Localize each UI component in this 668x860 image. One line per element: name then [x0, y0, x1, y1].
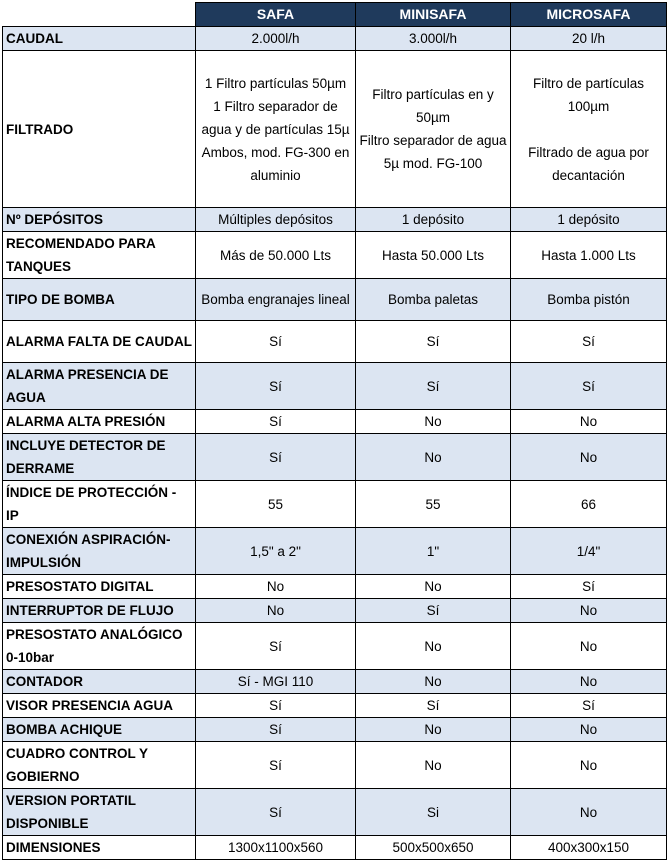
- row-label: FILTRADO: [3, 51, 196, 208]
- row-value: No: [511, 718, 667, 742]
- row-label: ALARMA FALTA DE CAUDAL: [3, 321, 196, 363]
- table-row: [3, 51, 667, 208]
- row-label: PRESOSTATO ANALÓGICO 0-10bar: [3, 623, 196, 670]
- table-row: [3, 718, 667, 742]
- row-value: 2.000l/h: [196, 27, 356, 51]
- row-value: Sí: [196, 434, 356, 481]
- row-value: No: [511, 742, 667, 789]
- row-value: Sí: [196, 694, 356, 718]
- table-row: [3, 789, 667, 836]
- table-row: [3, 528, 667, 575]
- row-label: DIMENSIONES: [3, 836, 196, 860]
- table-row: [3, 208, 667, 232]
- row-value: No: [511, 789, 667, 836]
- row-value: No: [511, 670, 667, 694]
- row-value: No: [356, 623, 511, 670]
- row-value: No: [196, 599, 356, 623]
- table-row: [3, 481, 667, 528]
- row-label: PRESOSTATO DIGITAL: [3, 575, 196, 599]
- row-value: No: [511, 599, 667, 623]
- row-value: No: [356, 575, 511, 599]
- row-value: Sí: [511, 363, 667, 410]
- column-header-safa: SAFA: [196, 3, 356, 27]
- row-value: 1 depósito: [511, 208, 667, 232]
- row-value: Hasta 50.000 Lts: [356, 232, 511, 279]
- row-value: No: [511, 623, 667, 670]
- row-value: No: [356, 410, 511, 434]
- row-value: Sí: [196, 410, 356, 434]
- row-value: Sí: [356, 694, 511, 718]
- table-row: [3, 599, 667, 623]
- row-value: 1 depósito: [356, 208, 511, 232]
- table-row: [3, 694, 667, 718]
- row-value: Sí - MGI 110: [196, 670, 356, 694]
- row-label: ALARMA PRESENCIA DE AGUA: [3, 363, 196, 410]
- table-row: [3, 742, 667, 789]
- row-value: No: [356, 670, 511, 694]
- row-value: Sí: [196, 363, 356, 410]
- column-header-minisafa: MINISAFA: [356, 3, 511, 27]
- table-row: [3, 410, 667, 434]
- row-label: CONEXIÓN ASPIRACIÓN-IMPULSIÓN: [3, 528, 196, 575]
- row-value: No: [511, 434, 667, 481]
- comparison-table: [2, 2, 667, 860]
- table-row: [3, 232, 667, 279]
- table-row: [3, 575, 667, 599]
- row-value: 1 Filtro partículas 50µm 1 Filtro separador de agua y de partículas 15µ Ambos, mod. FG-300 en aluminio: [196, 51, 356, 208]
- row-label: VERSION PORTATIL DISPONIBLE: [3, 789, 196, 836]
- row-value: 1300x1100x560: [196, 836, 356, 860]
- row-value: Si: [356, 789, 511, 836]
- row-value: Filtro partículas en y 50µm Filtro separador de agua 5µ mod. FG-100: [356, 51, 511, 208]
- row-value: 55: [196, 481, 356, 528]
- row-label: INTERRUPTOR DE FLUJO: [3, 599, 196, 623]
- row-value: No: [356, 718, 511, 742]
- row-value: Sí: [196, 789, 356, 836]
- table-row: [3, 321, 667, 363]
- row-value: Sí: [196, 742, 356, 789]
- row-label: BOMBA ACHIQUE: [3, 718, 196, 742]
- row-value: 55: [356, 481, 511, 528]
- row-value: Sí: [356, 321, 511, 363]
- row-value: 500x500x650: [356, 836, 511, 860]
- table-row: [3, 279, 667, 321]
- row-value: Sí: [511, 694, 667, 718]
- row-value: 3.000l/h: [356, 27, 511, 51]
- row-value: Sí: [356, 599, 511, 623]
- row-value: No: [196, 575, 356, 599]
- row-value: No: [356, 434, 511, 481]
- row-value: Más de 50.000 Lts: [196, 232, 356, 279]
- row-label: Nº DEPÓSITOS: [3, 208, 196, 232]
- row-value: Sí: [511, 575, 667, 599]
- row-value: Filtro de partículas 100µm Filtrado de agua por decantación: [511, 51, 667, 208]
- row-value: 1": [356, 528, 511, 575]
- header-row: [3, 3, 667, 27]
- row-value: 1,5" a 2": [196, 528, 356, 575]
- table-row: [3, 434, 667, 481]
- row-label: ALARMA ALTA PRESIÓN: [3, 410, 196, 434]
- row-value: No: [356, 742, 511, 789]
- row-label: CUADRO CONTROL Y GOBIERNO: [3, 742, 196, 789]
- table-row: [3, 623, 667, 670]
- row-label: RECOMENDADO PARA TANQUES: [3, 232, 196, 279]
- header-blank-cell: [3, 3, 196, 27]
- row-value: 1/4": [511, 528, 667, 575]
- row-value: Sí: [356, 363, 511, 410]
- table-row: [3, 670, 667, 694]
- row-value: Múltiples depósitos: [196, 208, 356, 232]
- table-row: [3, 836, 667, 860]
- row-label: INCLUYE DETECTOR DE DERRAME: [3, 434, 196, 481]
- table-row: [3, 363, 667, 410]
- row-value: Bomba engranajes lineal: [196, 279, 356, 321]
- row-value: Sí: [511, 321, 667, 363]
- row-value: 66: [511, 481, 667, 528]
- row-value: Bomba paletas: [356, 279, 511, 321]
- row-value: Hasta 1.000 Lts: [511, 232, 667, 279]
- row-label: TIPO DE BOMBA: [3, 279, 196, 321]
- row-label: ÍNDICE DE PROTECCIÓN - IP: [3, 481, 196, 528]
- row-value: Sí: [196, 623, 356, 670]
- table-row: [3, 27, 667, 51]
- row-label: VISOR PRESENCIA AGUA: [3, 694, 196, 718]
- row-value: 20 l/h: [511, 27, 667, 51]
- column-header-microsafa: MICROSAFA: [511, 3, 667, 27]
- row-value: No: [511, 410, 667, 434]
- row-label: CAUDAL: [3, 27, 196, 51]
- row-value: Sí: [196, 718, 356, 742]
- row-value: Bomba pistón: [511, 279, 667, 321]
- row-value: 400x300x150: [511, 836, 667, 860]
- row-label: CONTADOR: [3, 670, 196, 694]
- row-value: Sí: [196, 321, 356, 363]
